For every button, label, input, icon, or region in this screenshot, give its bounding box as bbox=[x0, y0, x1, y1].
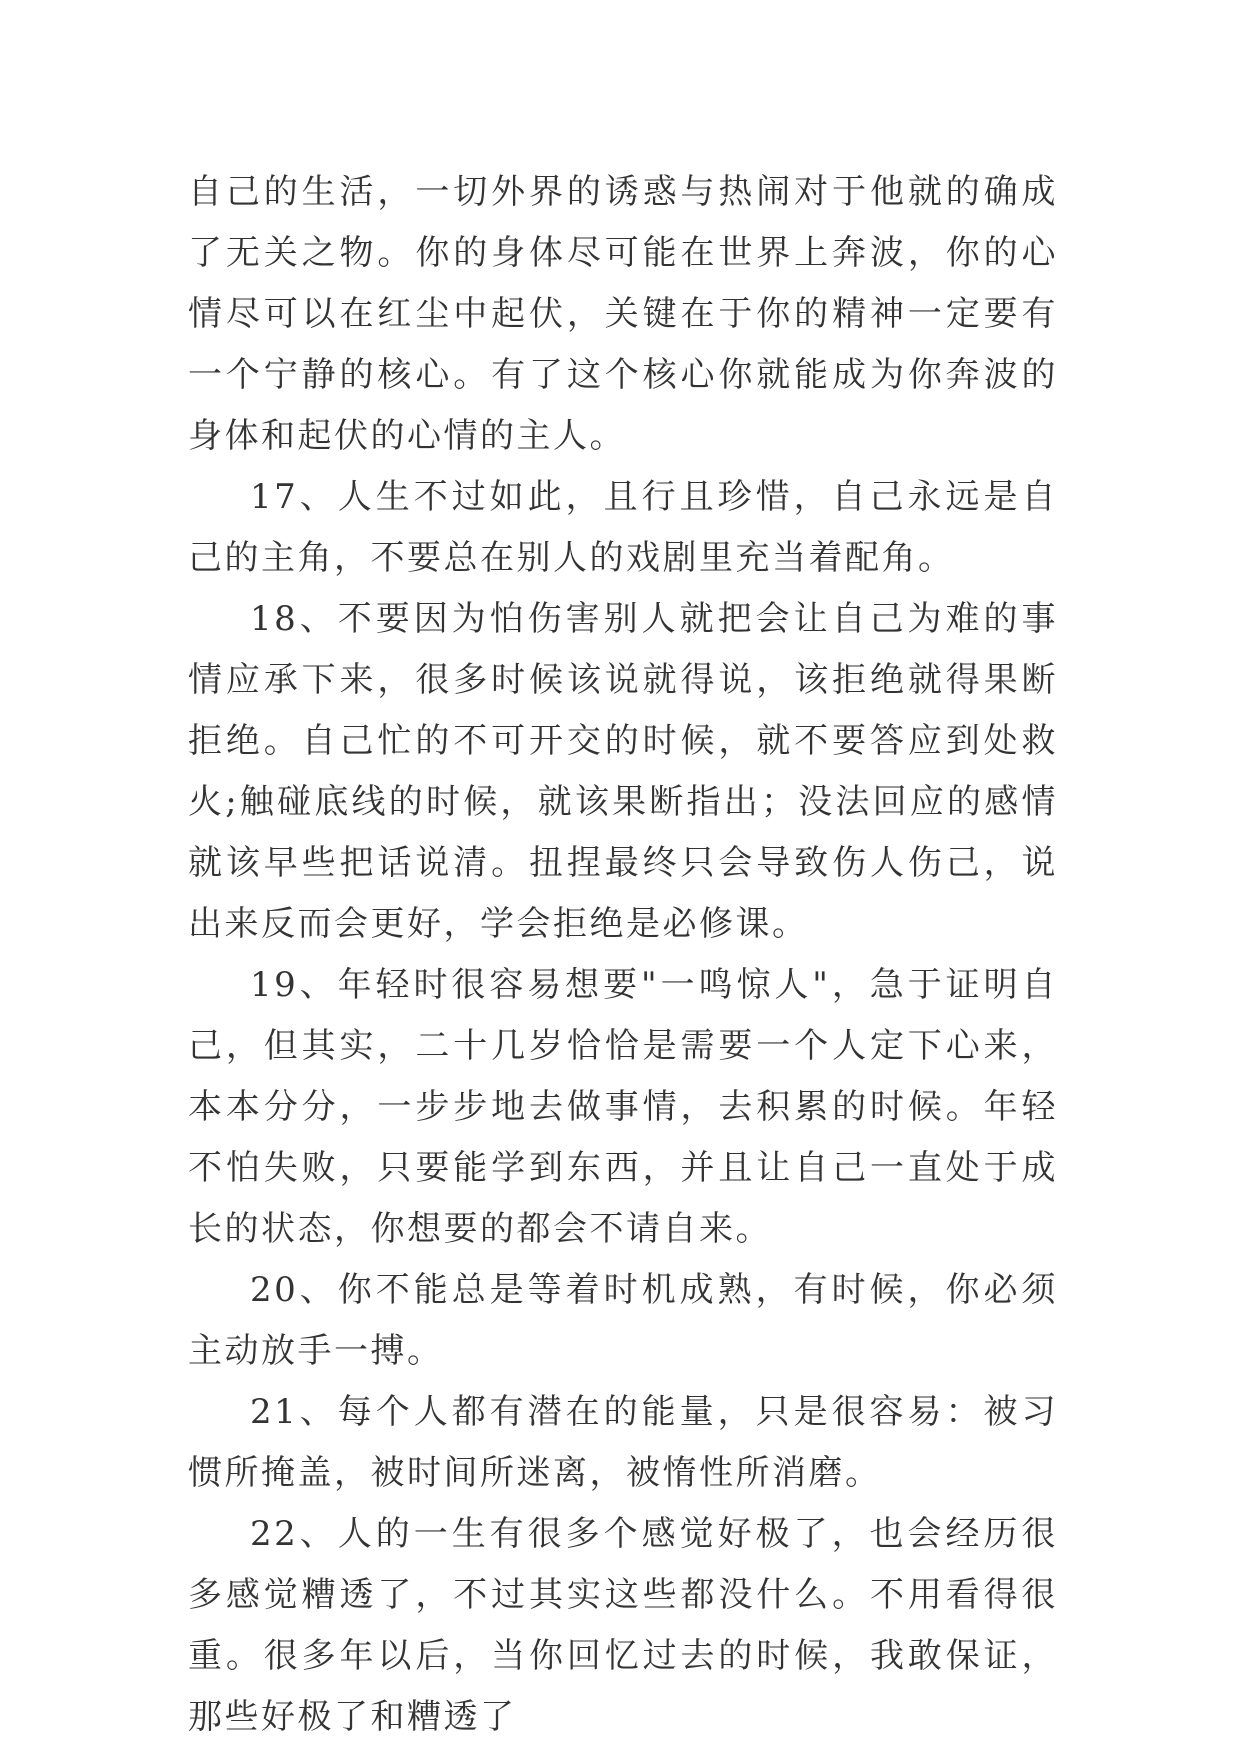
paragraph-17: 17、人生不过如此，且行且珍惜，自己永远是自己的主角，不要总在别人的戏剧里充当着配角。 bbox=[188, 477, 1058, 578]
body-text bbox=[188, 162, 1058, 1748]
paragraph-continuation: 自己的生活，一切外界的诱惑与热闹对于他就的确成了无关之物。你的身体尽可能在世界上奔波，你的心情尽可以在红尘中起伏，关键在于你的精神一定要有一个宁静的核心。有了这个核心你就能成为你奔波的身体和起伏的心情的主人。 bbox=[188, 172, 1058, 456]
paragraph-18: 18、不要因为怕伤害别人就把会让自己为难的事情应承下来，很多时候该说就得说，该拒绝就得果断拒绝。自己忙的不可开交的时候，就不要答应到处救火;触碰底线的时候，就该果断指出；没法回应的感情就该早些把话说清。扭捏最终只会导致伤人伤己，说出来反而会更好，学会拒绝是必修课。 bbox=[188, 599, 1058, 944]
paragraph-22: 22、人的一生有很多个感觉好极了，也会经历很多感觉糟透了，不过其实这些都没什么。不用看得很重。很多年以后，当你回忆过去的时候，我敢保证，那些好极了和糟透了 bbox=[188, 1514, 1058, 1737]
paragraph-20: 20、你不能总是等着时机成熟，有时候，你必须主动放手一搏。 bbox=[188, 1270, 1058, 1371]
paragraph-19: 19、年轻时很容易想要"一鸣惊人"，急于证明自己，但其实，二十几岁恰恰是需要一个人定下心来，本本分分，一步步地去做事情，去积累的时候。年轻不怕失败，只要能学到东西，并且让自己一直处于成长的状态，你想要的都会不请自来。 bbox=[188, 965, 1058, 1249]
paragraph-21: 21、每个人都有潜在的能量，只是很容易：被习惯所掩盖，被时间所迷离，被惰性所消磨。 bbox=[188, 1392, 1058, 1493]
